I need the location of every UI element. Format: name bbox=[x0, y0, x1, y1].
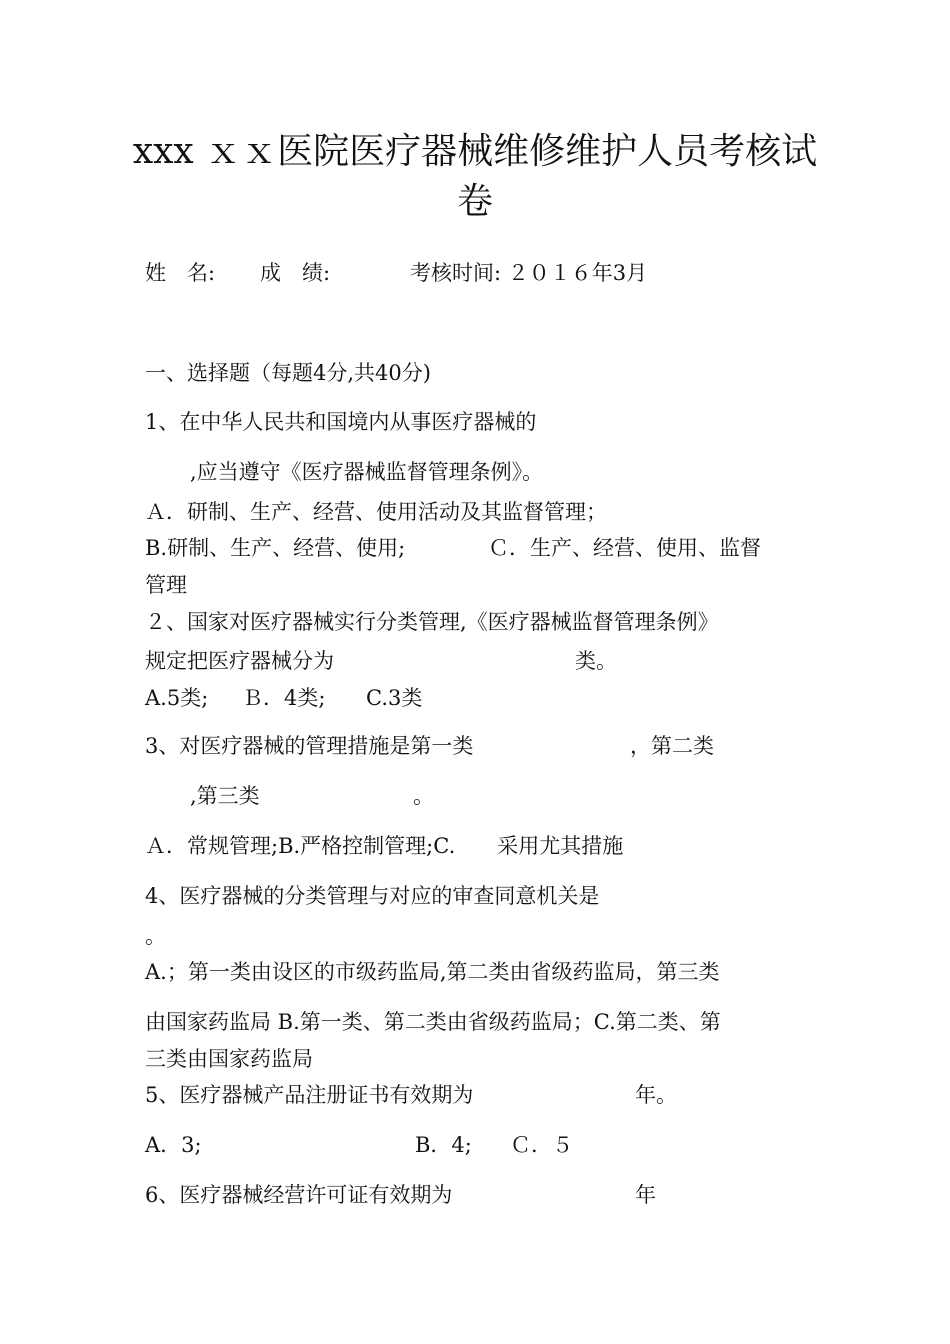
name-label: 姓 名: bbox=[145, 261, 216, 285]
question-4-option-line-1: A.；第一类由设区的市级药监局,第二类由省级药监局，第三类 bbox=[145, 960, 720, 984]
score-label: 成 绩: bbox=[260, 261, 331, 285]
question-4-stem-end: 。 bbox=[145, 924, 166, 948]
question-3-options: Ａ．常规管理;B.严格控制管理;C. 采用尤其措施 bbox=[145, 834, 624, 858]
exam-time-field bbox=[410, 259, 647, 287]
question-2-option-a: A.5类; bbox=[145, 686, 209, 710]
question-3-stem-mid: ，第二类 bbox=[630, 734, 714, 758]
exam-title-line-1: xxx ｘｘ医院医疗器械维修维护人员考核试 bbox=[132, 131, 818, 172]
question-4-stem: 4、医疗器械的分类管理与对应的审查同意机关是 bbox=[145, 884, 600, 908]
question-2-stem: ２、国家对医疗器械实行分类管理,《医疗器械监督管理条例》 bbox=[145, 610, 719, 634]
question-4-option-line-2: 由国家药监局 B.第一类、第二类由省级药监局；C.第二类、第 bbox=[145, 1010, 721, 1034]
question-2-option-b: Ｂ．4类; bbox=[242, 686, 326, 710]
question-5-stem: 5、医疗器械产品注册证书有效期为 bbox=[145, 1083, 474, 1107]
question-6-stem: 6、医疗器械经营许可证有效期为 bbox=[145, 1183, 453, 1207]
question-1-option-b: B.研制、生产、经营、使用; bbox=[145, 536, 406, 560]
question-6-stem-end: 年 bbox=[635, 1183, 656, 1207]
question-3-stem: 3、对医疗器械的管理措施是第一类 bbox=[145, 734, 474, 758]
question-1-option-c-cont: 管理 bbox=[145, 573, 187, 597]
exam-time-label: 考核时间: ２０１６年3月 bbox=[410, 261, 648, 285]
question-2-stem-line-2: 规定把医疗器械分为 bbox=[145, 649, 334, 673]
question-1-stem: 1、在中华人民共和国境内从事医疗器械的 bbox=[145, 410, 537, 434]
question-3-stem-end: 。 bbox=[413, 784, 434, 808]
question-2-option-c: C.3类 bbox=[366, 686, 423, 710]
question-5-option-a: A．3; bbox=[145, 1133, 202, 1157]
question-1-option-a: Ａ．研制、生产、经营、使用活动及其监督管理； bbox=[145, 500, 607, 524]
question-1-stem-cont: ,应当遵守《医疗器械监督管理条例》。 bbox=[190, 460, 544, 484]
question-2-stem-end: 类。 bbox=[575, 649, 617, 673]
score-field bbox=[260, 259, 330, 287]
question-5-option-c: Ｃ．５ bbox=[510, 1133, 573, 1157]
question-3-stem-line-2: ,第三类 bbox=[190, 784, 260, 808]
question-4-option-line-3: 三类由国家药监局 bbox=[145, 1047, 313, 1071]
section-heading: 一、选择题（每题4分,共40分) bbox=[145, 361, 431, 385]
exam-title-line-2: 卷 bbox=[456, 181, 493, 222]
question-1-option-c: Ｃ．生产、经营、使用、监督 bbox=[488, 536, 761, 560]
question-5-stem-end: 年。 bbox=[635, 1083, 677, 1107]
exam-header bbox=[145, 259, 215, 287]
question-5-option-b: B．4; bbox=[415, 1133, 472, 1157]
